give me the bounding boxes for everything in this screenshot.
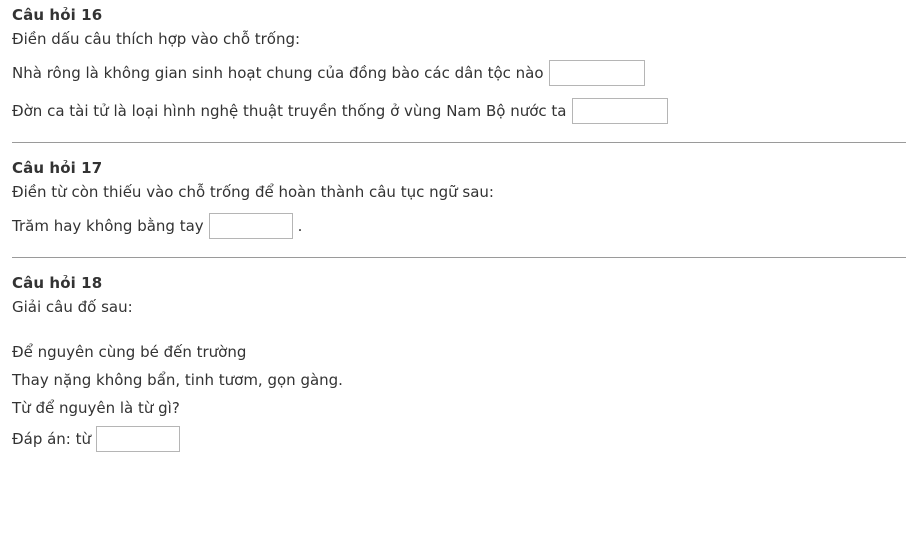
answer-input-16-1[interactable] bbox=[549, 60, 645, 86]
question-title-16: Câu hỏi 16 bbox=[12, 6, 103, 24]
question-prompt-17: Điền từ còn thiếu vào chỗ trống để hoàn thành câu tục ngữ sau: bbox=[12, 183, 494, 201]
question-16-line-2-text: Đờn ca tài tử là loại hình nghệ thuật truyền thống ở vùng Nam Bộ nước ta bbox=[12, 101, 567, 120]
question-17-line-1-text: Trăm hay không bằng tay bbox=[12, 216, 204, 235]
question-16-line-2 bbox=[12, 92, 906, 130]
answer-input-16-2[interactable] bbox=[572, 98, 668, 124]
question-prompt-18: Giải câu đố sau: bbox=[12, 298, 133, 316]
question-title-17: Câu hỏi 17 bbox=[12, 159, 103, 177]
question-16-line-1-text: Nhà rông là không gian sinh hoạt chung của đồng bào các dân tộc nào bbox=[12, 63, 544, 82]
question-17-line-1-suffix: . bbox=[297, 216, 303, 235]
answer-input-18[interactable] bbox=[96, 426, 180, 452]
question-title-18: Câu hỏi 18 bbox=[12, 274, 103, 292]
riddle-line-2: Thay nặng không bẩn, tinh tươm, gọn gàng. bbox=[12, 371, 343, 389]
question-prompt-16: Điền dấu câu thích hợp vào chỗ trống: bbox=[12, 30, 301, 48]
riddle-spacer bbox=[12, 322, 906, 338]
question-block-16 bbox=[12, 0, 906, 143]
question-17-line-1 bbox=[12, 207, 906, 245]
riddle-line-1: Để nguyên cùng bé đến trường bbox=[12, 343, 247, 361]
question-18-answer-label: Đáp án: từ bbox=[12, 430, 92, 448]
question-18-answer-line bbox=[12, 422, 906, 452]
question-block-17 bbox=[12, 143, 906, 258]
question-block-18 bbox=[12, 258, 906, 452]
question-16-line-1 bbox=[12, 54, 906, 92]
answer-input-17-1[interactable] bbox=[209, 213, 293, 239]
riddle-line-3: Từ để nguyên là từ gì? bbox=[12, 399, 180, 417]
